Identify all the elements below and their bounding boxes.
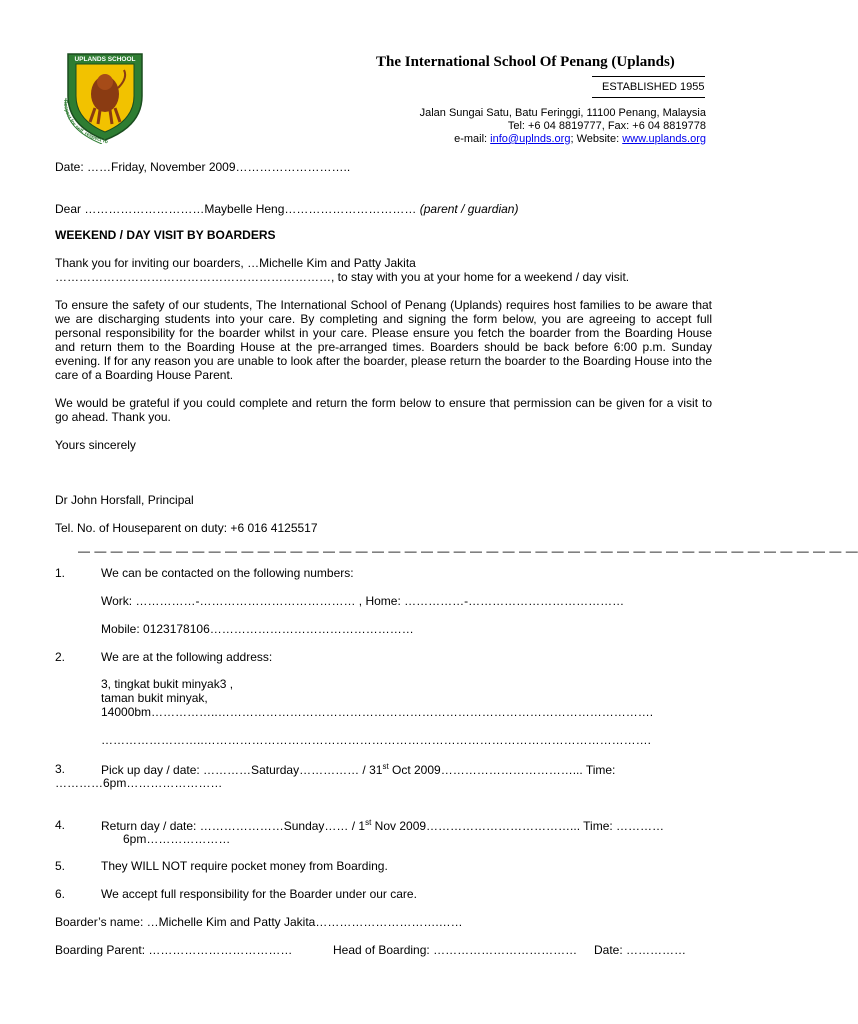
school-name: The International School Of Penang (Uplands)	[376, 54, 675, 70]
head-of-boarding-field[interactable]: Head of Boarding: ………………………………	[333, 943, 578, 957]
school-address: Jalan Sungai Satu, Batu Feringgi, 11100 Penang, Malaysia	[419, 107, 706, 119]
item2-text: We are at the following address:	[101, 650, 273, 664]
salutation-line	[55, 202, 518, 216]
svg-text:UPLANDS SCHOOL: UPLANDS SCHOOL	[74, 56, 136, 63]
pickup-text: Pick up day / date: …………Saturday…………… / 31	[101, 763, 383, 777]
date-line: Date: ……Friday, November 2009………………………..	[55, 160, 351, 174]
letter-heading: WEEKEND / DAY VISIT BY BOARDERS	[55, 228, 276, 242]
school-crest-logo	[62, 48, 148, 144]
return-time-field[interactable]: 6pm…………………	[123, 832, 231, 846]
address-line-3[interactable]: 14000bm……………..……………………………………………………………………………………………….	[101, 705, 654, 719]
closing: Yours sincerely	[55, 438, 136, 452]
item1-number: 1.	[55, 566, 66, 580]
houseparent-tel: Tel. No. of Houseparent on duty: +6 016 4125517	[55, 521, 318, 535]
pickup-time-field[interactable]: …………6pm……………………	[55, 776, 223, 790]
address-line-2[interactable]: taman bukit minyak,	[101, 691, 208, 705]
mobile-field[interactable]: Mobile: 0123178106……………………………………………	[101, 622, 414, 636]
item6-number: 6.	[55, 887, 66, 901]
para1-line1: Thank you for inviting our boarders, …Michelle Kim and Patty Jakita	[55, 256, 416, 270]
item2-number: 2.	[55, 650, 66, 664]
item5-text: They WILL NOT require pocket money from Boarding.	[101, 859, 388, 873]
boarder-name-field[interactable]: Boarder’s name: …Michelle Kim and Patty Jakita………………………….……	[55, 915, 463, 929]
school-tel-fax: Tel: +6 04 8819777, Fax: +6 04 8819778	[507, 120, 706, 132]
pickup-ordinal: st	[382, 762, 389, 771]
return-text-rest: Nov 2009………………………………... Time: …………	[371, 819, 665, 833]
boarding-parent-field[interactable]: Boarding Parent: ………………………………	[55, 943, 293, 957]
address-line-4[interactable]: ……………………..………………………………………………………………………………………………….	[101, 733, 652, 747]
email-link[interactable]: info@uplnds.org	[490, 133, 571, 145]
item5-number: 5.	[55, 859, 66, 873]
item1-text: We can be contacted on the following numbers:	[101, 566, 354, 580]
header-rule-bottom	[592, 97, 705, 98]
website-link[interactable]: www.uplands.org	[622, 133, 706, 145]
grateful-paragraph: We would be grateful if you could complete and return the form below to ensure that permission can be given for a visit to go ahead. Thank you.	[55, 396, 712, 424]
return-ordinal: st	[365, 818, 372, 827]
para1-line2: ……………………………………………………………, to stay with you at your home for a weekend / day visit.	[55, 270, 630, 284]
safety-paragraph: To ensure the safety of our students, The International School of Penang (Uplands) requires host families to be aware that we are discharging students into your care. By completing and signing the form below, you are agreeing to accept full personal responsibility for the boarder whilst in your care. Please ensure you fetch the boarder from the Boarding House and return them to the Boarding House at the pre-arranged times. Boarders should be back before 6:00 p.m. Sunday evening. If for any reason you are unable to look after the boarder, please return the boarder to the Boarding House into the care of a Boarding House Parent.	[55, 298, 712, 382]
established-year: ESTABLISHED 1955	[602, 81, 705, 93]
signoff-date-field[interactable]: Date: ……………	[594, 943, 687, 957]
header-rule-top	[592, 76, 705, 77]
school-contact-line	[454, 133, 706, 145]
svg-text:Respect for self, respect for: Respect for self, respect fo	[62, 99, 109, 144]
return-text: Return day / date: …………………Sunday…… / 1	[101, 819, 366, 833]
work-home-field[interactable]: Work: ……………-………………………………… , Home: ……………-…………………………………	[101, 594, 625, 608]
parent-guardian-note: (parent / guardian)	[416, 202, 519, 216]
item3-number: 3.	[55, 762, 66, 776]
website-label: ; Website:	[570, 133, 623, 145]
tear-off-line: — — — — — — — — — — — — — — — — — — — — — — — — — — — — — — — — — — — — — — — — — — — — — — — —	[78, 544, 858, 558]
address-line-1[interactable]: 3, tingkat bukit minyak3 ,	[101, 677, 234, 691]
item4-number: 4.	[55, 818, 66, 832]
pickup-text-rest: Oct 2009……………………………... Time:	[388, 763, 616, 777]
dear-name: Dear …………………………Maybelle Heng……………………………	[55, 202, 417, 216]
return-field[interactable]	[101, 818, 664, 833]
email-label: e-mail:	[454, 133, 491, 145]
item6-text: We accept full responsibility for the Boarder under our care.	[101, 887, 417, 901]
signatory: Dr John Horsfall, Principal	[55, 493, 194, 507]
pickup-field[interactable]	[101, 762, 615, 777]
